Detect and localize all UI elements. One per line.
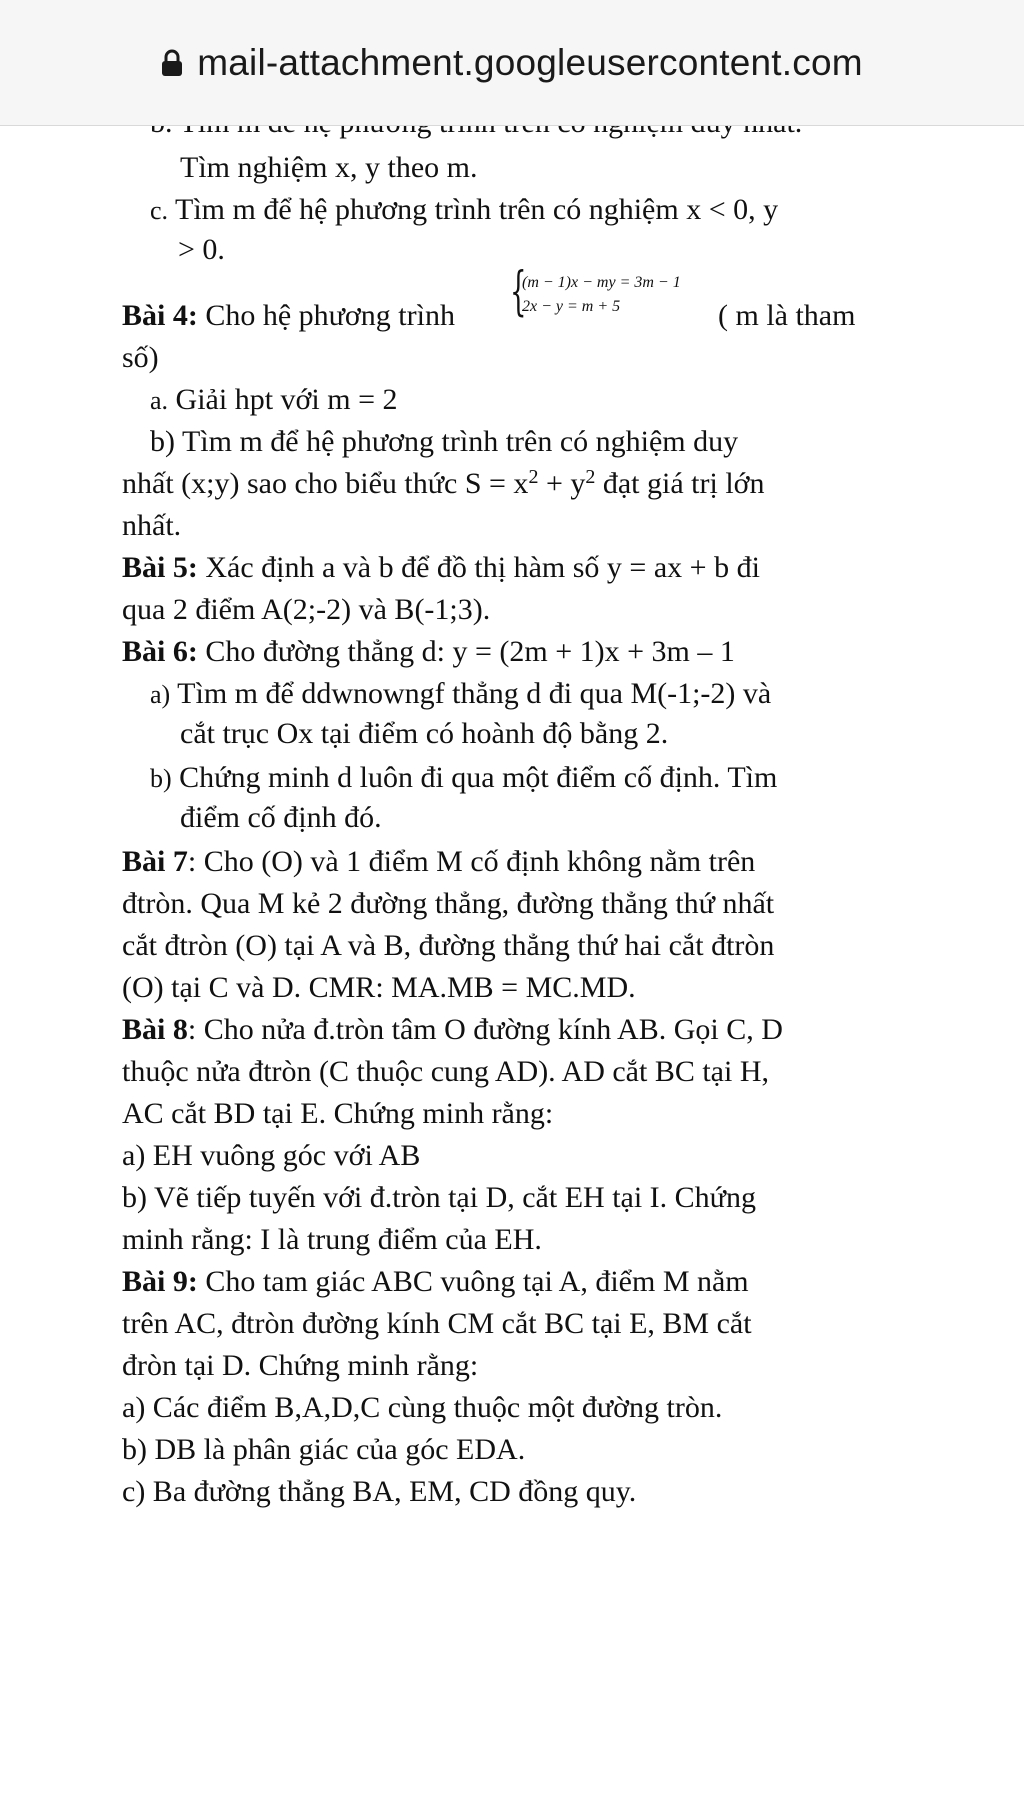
text-span: Tìm m để hệ phương trình trên có nghiệm x < 0, y <box>175 193 779 226</box>
browser-address-bar[interactable] <box>0 0 1024 126</box>
superscript: 2 <box>528 466 539 488</box>
text-line <box>122 466 765 502</box>
text-span: nhất (x;y) sao cho biểu thức S = x <box>122 467 529 500</box>
text-line <box>122 1264 749 1300</box>
text-span: Cho hệ phương trình <box>205 299 455 332</box>
text-span: đạt giá trị lớn <box>595 467 765 500</box>
text-line <box>122 298 455 334</box>
text-span: Tìm m để ddwnowngf thẳng d đi qua M(-1;-2) và <box>177 677 772 710</box>
text-line <box>150 192 778 229</box>
list-marker: a) <box>150 680 171 709</box>
text-line: Tìm nghiệm x, y theo m. <box>180 151 478 184</box>
text-line: ( m là tham <box>718 299 856 332</box>
text-line: cắt đtròn (O) tại A và B, đường thẳng thứ hai cắt đtròn <box>122 929 775 962</box>
text-line: đròn tại D. Chứng minh rằng: <box>122 1349 479 1382</box>
text-line: a) EH vuông góc với AB <box>122 1139 421 1172</box>
text-line: > 0. <box>178 233 225 266</box>
url-display[interactable] <box>161 42 863 84</box>
brace-icon: { <box>510 262 527 322</box>
text-line: thuộc nửa đtròn (C thuộc cung AD). AD cắt BC tại H, <box>122 1055 769 1088</box>
text-line: b) DB là phân giác của góc EDA. <box>122 1433 526 1466</box>
text-line: minh rằng: I là trung điểm của EH. <box>122 1223 542 1256</box>
text-line: b) Tìm m để hệ phương trình trên có nghiệm duy <box>150 425 739 458</box>
exercise-label: Bài 5: <box>122 551 198 584</box>
text-line: đtròn. Qua M kẻ 2 đường thẳng, đường thẳng thứ nhất <box>122 887 775 920</box>
text-span: : Cho nửa đ.tròn tâm O đường kính AB. Gọi C, D <box>187 1013 783 1046</box>
list-marker: a. <box>150 386 169 415</box>
lock-icon <box>161 49 183 77</box>
text-line: cắt trục Ox tại điểm có hoành độ bằng 2. <box>180 717 669 750</box>
text-line <box>122 1012 783 1048</box>
text-span: Xác định a và b để đồ thị hàm số y = ax + b đi <box>205 551 760 584</box>
text-line <box>122 550 760 586</box>
equation-system <box>510 262 710 322</box>
text-line: (O) tại C và D. CMR: MA.MB = MC.MD. <box>122 971 636 1004</box>
text-line: số) <box>122 341 159 374</box>
text-line: a) Các điểm B,A,D,C cùng thuộc một đường tròn. <box>122 1391 723 1424</box>
text-line: điểm cố định đó. <box>180 801 382 834</box>
text-line: nhất. <box>122 509 182 542</box>
text-span: : Cho (O) và 1 điểm M cố định không nằm trên <box>187 845 756 878</box>
equation-1: (m − 1)x − my = 3m − 1 <box>522 274 681 291</box>
superscript: 2 <box>585 466 596 488</box>
url-text: mail-attachment.googleusercontent.com <box>197 41 863 83</box>
text-line <box>122 844 755 880</box>
exercise-label: Bài 8 <box>122 1013 188 1046</box>
exercise-label: Bài 9: <box>122 1265 198 1298</box>
equation-2: 2x − y = m + 5 <box>522 298 621 315</box>
text-span: + y <box>538 467 586 500</box>
text-span: Giải hpt với m = 2 <box>175 383 398 416</box>
list-marker: c. <box>150 196 169 225</box>
exercise-label: Bài 4: <box>122 299 198 332</box>
text-line: c) Ba đường thẳng BA, EM, CD đồng quy. <box>122 1475 637 1508</box>
text-span: Chứng minh d luôn đi qua một điểm cố định. Tìm <box>179 761 778 794</box>
text-span: Cho đường thẳng d: y = (2m + 1)x + 3m – 1 <box>205 635 735 668</box>
text-line: trên AC, đtròn đường kính CM cắt BC tại E, BM cắt <box>122 1307 752 1340</box>
list-marker: b) <box>150 764 172 793</box>
text-line: qua 2 điểm A(2;-2) và B(-1;3). <box>122 593 491 626</box>
text-span: Cho tam giác ABC vuông tại A, điểm M nằm <box>205 1265 749 1298</box>
text-line <box>122 634 735 670</box>
exercise-label: Bài 6: <box>122 635 198 668</box>
text-line <box>150 760 777 797</box>
text-line <box>150 676 771 713</box>
text-line <box>150 382 398 419</box>
document-page <box>0 126 1024 1818</box>
text-line: b) Vẽ tiếp tuyến với đ.tròn tại D, cắt EH tại I. Chứng <box>122 1181 756 1214</box>
text-line: AC cắt BD tại E. Chứng minh rằng: <box>122 1097 554 1130</box>
exercise-label: Bài 7 <box>122 845 188 878</box>
